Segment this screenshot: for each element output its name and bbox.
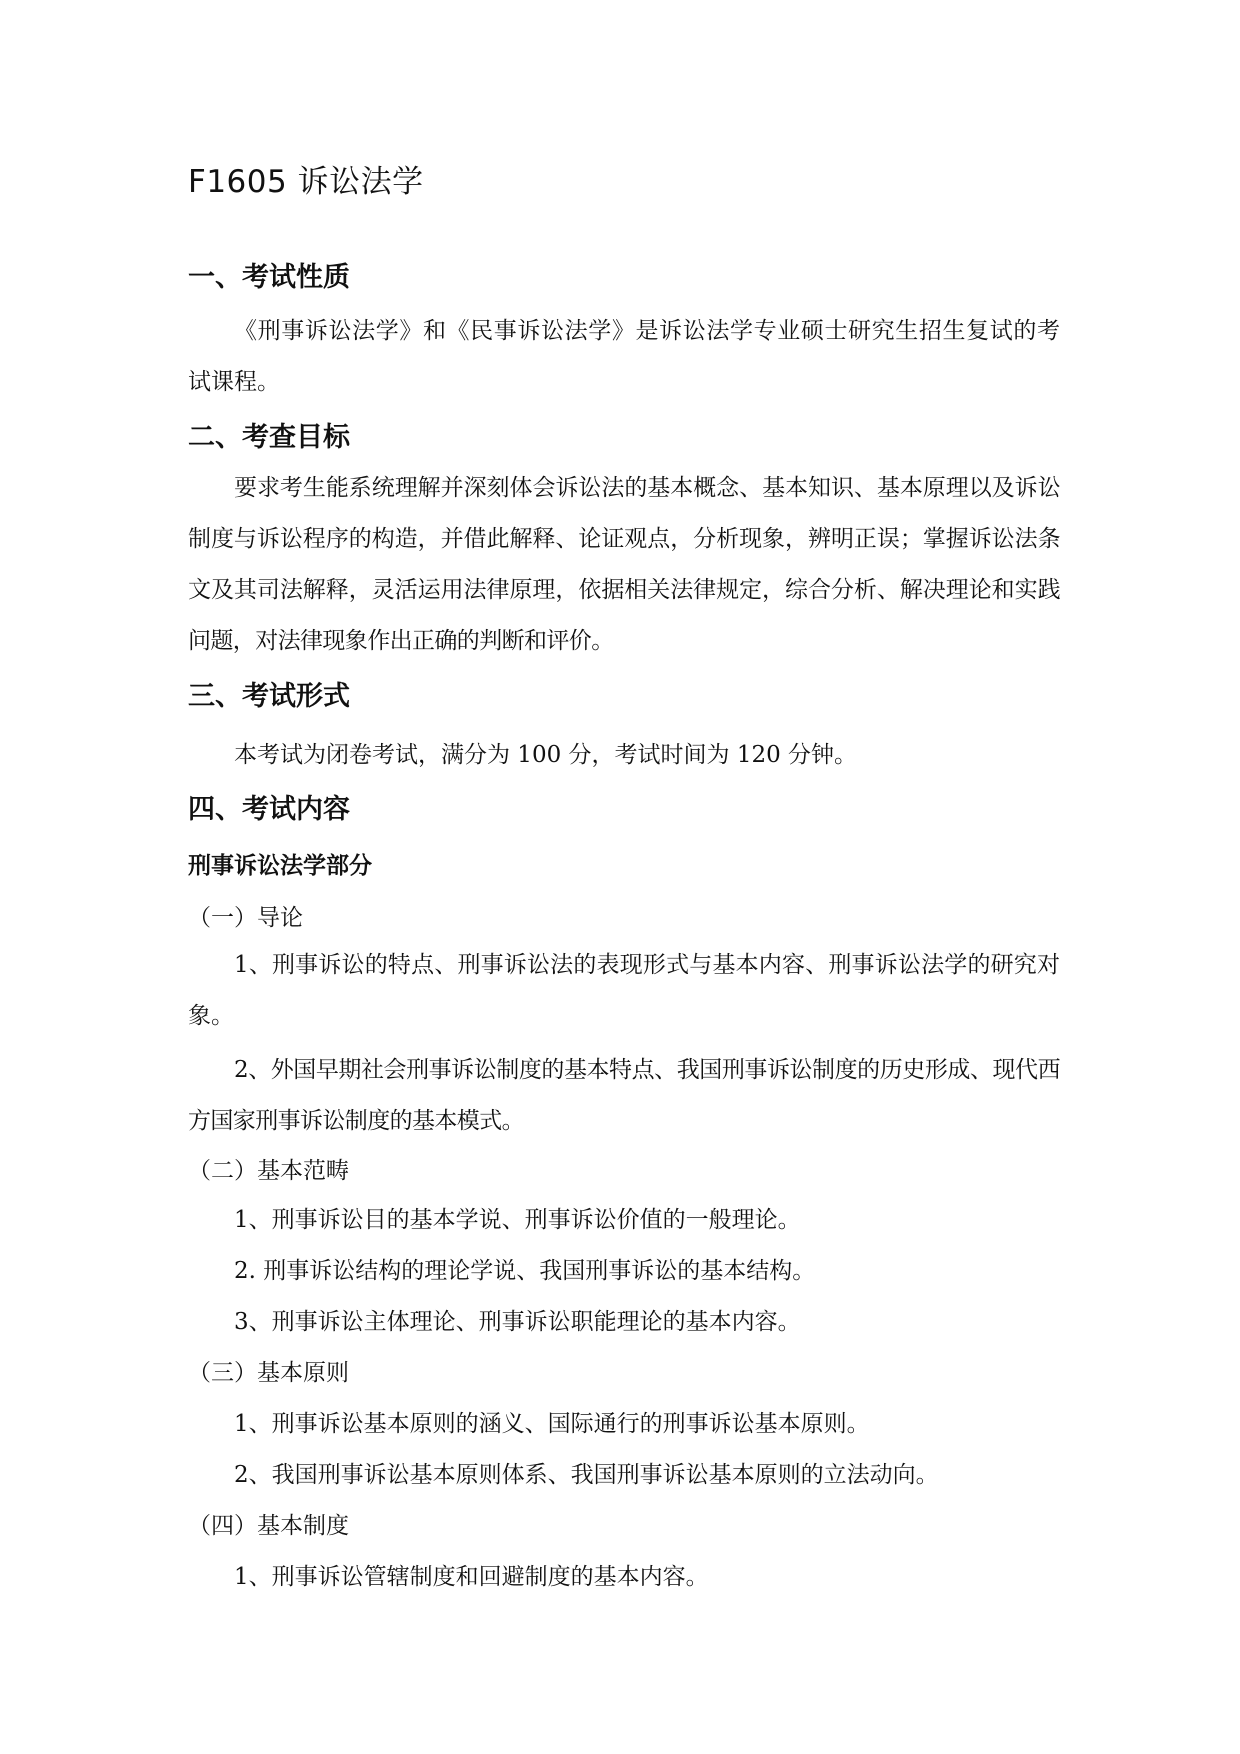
part-label-basic-categories: （二）基本范畴 (188, 1158, 349, 1184)
document-title: F1605 诉讼法学 (188, 164, 424, 200)
list-item: 1、刑事诉讼目的基本学说、刑事诉讼价值的一般理论。 (234, 1207, 801, 1233)
part-label-basic-systems: （四）基本制度 (188, 1513, 349, 1539)
section-heading-objectives: 二、考查目标 (188, 422, 350, 453)
content-subheading: 刑事诉讼法学部分 (188, 853, 372, 879)
section-objectives-text: 要求考生能系统理解并深刻体会诉讼法的基本概念、基本知识、基本原理以及诉讼制度与诉讼程序的构造，并借此解释、论证观点，分析现象，辨明正误；掌握诉讼法条文及其司法解释，灵活运用法律原理，依据相关法律规定，综合分析、解决理论和实践问题，对法律现象作出正确的判断和评价。 (188, 475, 1060, 654)
section-heading-nature: 一、考试性质 (188, 262, 350, 293)
list-item: 2. 刑事诉讼结构的理论学说、我国刑事诉讼的基本结构。 (234, 1258, 816, 1284)
list-item: 2、外国早期社会刑事诉讼制度的基本特点、我国刑事诉讼制度的历史形成、现代西方国家刑事诉讼制度的基本模式。 (188, 1057, 1060, 1134)
part-label-introduction: （一）导论 (188, 905, 303, 931)
section-format-text: 本考试为闭卷考试，满分为 100 分，考试时间为 120 分钟。 (234, 742, 858, 768)
list-item: 2、我国刑事诉讼基本原则体系、我国刑事诉讼基本原则的立法动向。 (234, 1462, 939, 1488)
section-nature-text: 《刑事诉讼法学》和《民事诉讼法学》是诉讼法学专业硕士研究生招生复试的考试课程。 (188, 318, 1060, 395)
part-label-basic-principles: （三）基本原则 (188, 1360, 349, 1386)
section-heading-format: 三、考试形式 (188, 681, 350, 712)
list-item: 1、刑事诉讼基本原则的涵义、国际通行的刑事诉讼基本原则。 (234, 1411, 870, 1437)
section-heading-content: 四、考试内容 (188, 794, 350, 825)
list-item: 3、刑事诉讼主体理论、刑事诉讼职能理论的基本内容。 (234, 1309, 801, 1335)
list-item: 1、刑事诉讼管辖制度和回避制度的基本内容。 (234, 1564, 709, 1590)
list-item: 1、刑事诉讼的特点、刑事诉讼法的表现形式与基本内容、刑事诉讼法学的研究对象。 (188, 952, 1060, 1029)
